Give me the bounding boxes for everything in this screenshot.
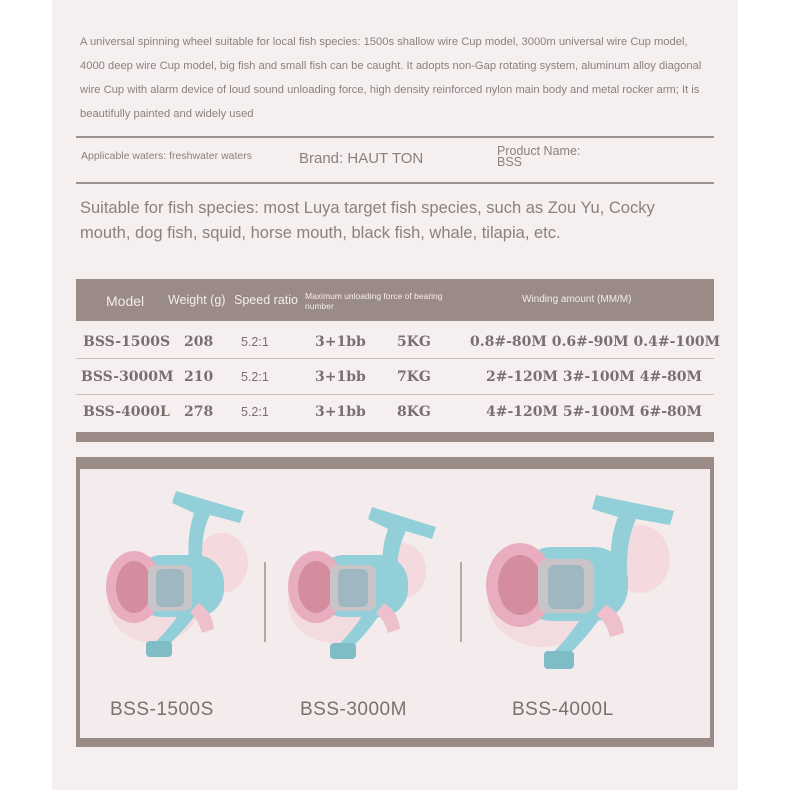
cell-speed-ratio: 5.2:1 [241,370,269,384]
suitable-species: Suitable for fish species: most Luya target fish species, such as Zou Yu, Cocky mouth, dog fish, squid, horse mouth, black fish, whale, tilapia, etc. [80,199,655,242]
cell-weight: 210 [184,369,214,385]
spec-table-header [76,279,714,321]
divider-top [76,136,714,138]
cell-winding: 4#-120M 5#-100M 6#-80M [486,404,703,420]
header-winding: Winding amount (MM/M) [522,294,632,305]
cell-speed-ratio: 5.2:1 [241,405,269,419]
table-row [76,324,721,359]
product-caption: BSS-4000L [512,699,614,720]
gallery-divider [460,562,462,642]
table-row [76,394,714,429]
spec-table-footer-bar [76,432,714,442]
applicable-waters: Applicable waters: freshwater waters [81,150,252,162]
product-caption: BSS-1500S [110,699,214,720]
product-name-label: Product Name: [497,144,581,158]
cell-model: BSS-1500S [83,334,171,350]
product-name-value: BSS [497,155,523,169]
header-speed-ratio: Speed ratio [234,293,298,307]
product-caption: BSS-3000M [300,699,407,720]
header-weight: Weight (g) [168,293,226,307]
reel-image-1500s [94,483,260,673]
cell-force: 7KG [397,369,431,385]
brand-label: Brand: HAUT TON [299,150,424,167]
reel-image-3000m [276,485,446,675]
cell-force: 5KG [397,334,431,350]
cell-winding: 2#-120M 3#-100M 4#-80M [486,369,703,385]
cell-speed-ratio: 5.2:1 [241,335,269,349]
gallery-divider [264,562,266,642]
product-gallery-frame [76,457,714,747]
table-row [76,359,714,394]
divider-bottom [76,182,714,184]
product-name [497,146,580,168]
reel-image-4000l [478,481,688,681]
cell-force: 8KG [397,404,431,420]
cell-bearing: 3+1bb [315,369,366,385]
header-bearing-force: Maximum unloading force of bearing number [305,291,443,311]
cell-model: BSS-3000M [81,369,174,385]
cell-winding: 0.8#-80M 0.6#-90M 0.4#-100M [470,334,721,350]
cell-weight: 278 [184,404,214,420]
header-model: Model [106,293,145,309]
cell-model: BSS-4000L [83,404,170,420]
cell-weight: 208 [184,334,214,350]
cell-bearing: 3+1bb [315,404,366,420]
cell-bearing: 3+1bb [315,334,366,350]
product-gallery [80,469,710,738]
intro-paragraph: A universal spinning wheel suitable for local fish species: 1500s shallow wire Cup model, 3000m universal wire Cup model, 4000 deep wire Cup model, big fish and small fish can be caught. It adopts non-Gap rotating system, aluminum alloy diagonal wire Cup with alarm device of loud sound unloading force, high density reinforced nylon main body and metal rocker arm; It is beautifully painted and widely used [80,36,702,120]
